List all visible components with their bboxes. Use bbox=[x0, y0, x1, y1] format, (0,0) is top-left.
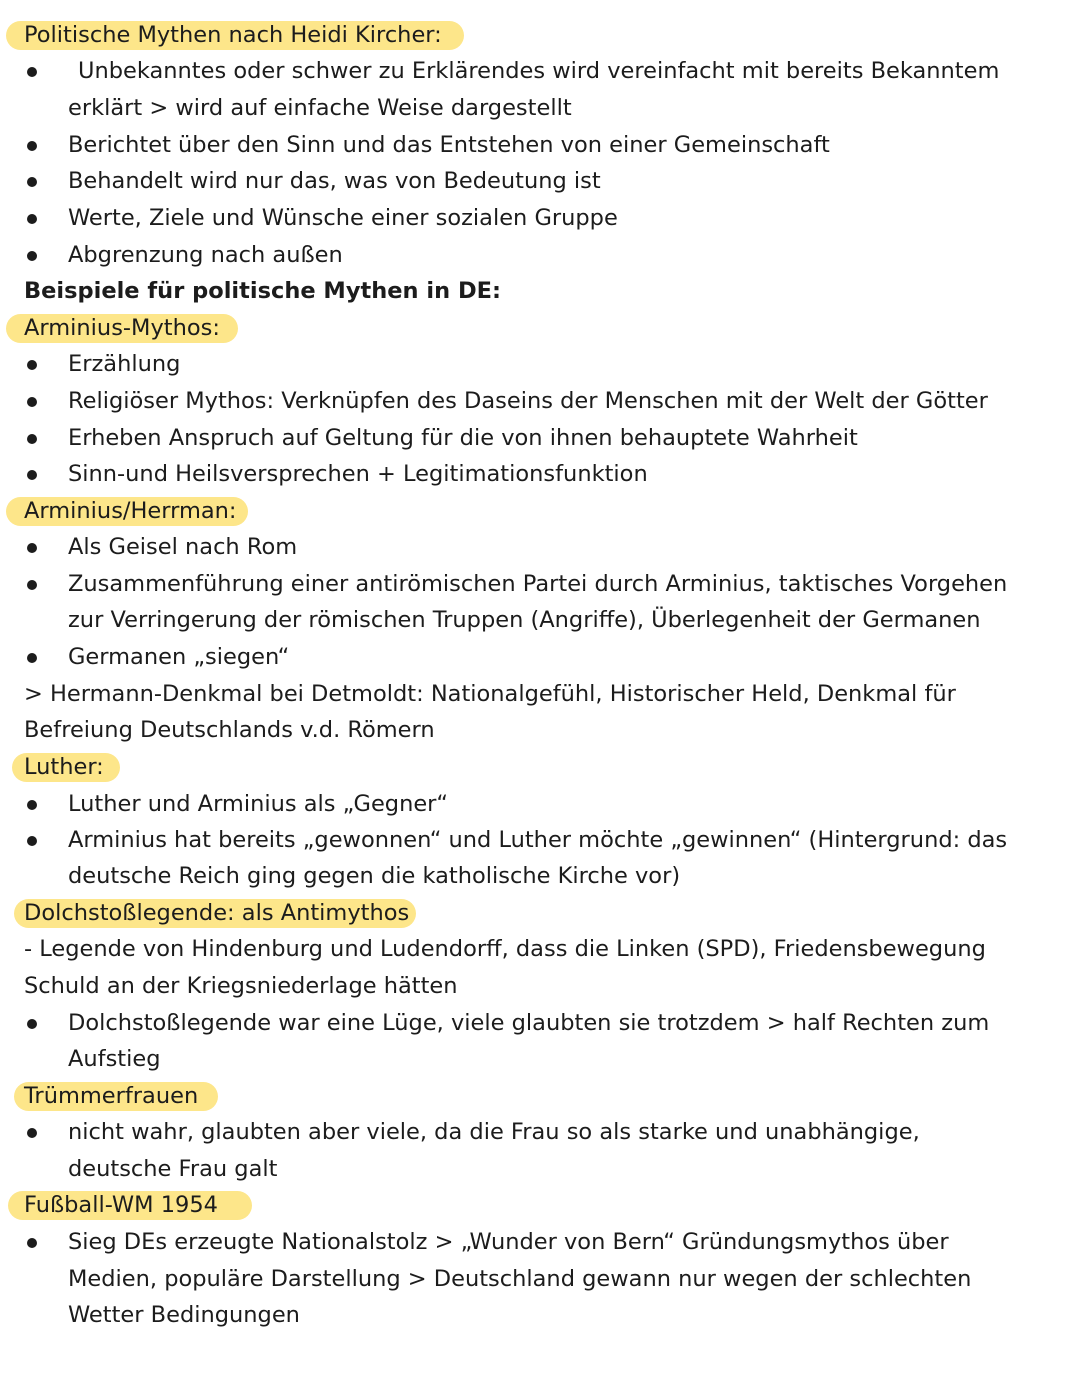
bullet-icon bbox=[27, 543, 37, 553]
bullet-icon bbox=[27, 67, 37, 77]
list-item-continuation: deutsche Reich ging gegen die katholische Kirche vor) bbox=[68, 863, 681, 889]
bullet-icon bbox=[27, 1128, 37, 1138]
list-item: Luther und Arminius als „Gegner“ bbox=[0, 786, 1080, 822]
note-line: Befreiung Deutschlands v.d. Römern bbox=[24, 717, 435, 743]
list-item: Behandelt wird nur das, was von Bedeutung ist bbox=[0, 163, 1080, 199]
heading-dolchstoss: Dolchstoßlegende: als Antimythos bbox=[0, 895, 1080, 931]
bullet-icon bbox=[27, 836, 37, 846]
note-line: - Legende von Hindenburg und Ludendorff, dass die Linken (SPD), Friedensbewegung bbox=[24, 936, 986, 962]
bullet-icon bbox=[27, 360, 37, 370]
list-item-continuation: Aufstieg bbox=[68, 1046, 161, 1072]
bullet-icon bbox=[27, 251, 37, 261]
heading-kircher: Politische Mythen nach Heidi Kircher: bbox=[0, 17, 1080, 53]
bullet-icon bbox=[27, 177, 37, 187]
list-item: Germanen „siegen“ bbox=[0, 639, 1080, 675]
bullet-icon bbox=[27, 1019, 37, 1029]
bullet-icon bbox=[27, 580, 37, 590]
list-item: Werte, Ziele und Wünsche einer sozialen Gruppe bbox=[0, 200, 1080, 236]
list-item-continuation: Medien, populäre Darstellung > Deutschland gewann nur wegen der schlechten bbox=[68, 1266, 972, 1292]
list-item: Als Geisel nach Rom bbox=[0, 529, 1080, 565]
list-item: Erzählung bbox=[0, 346, 1080, 382]
bullet-icon bbox=[27, 214, 37, 224]
bullet-icon bbox=[27, 141, 37, 151]
list-item: Berichtet über den Sinn und das Entstehen von einer Gemeinschaft bbox=[0, 127, 1080, 163]
heading-arminius-mythos: Arminius-Mythos: bbox=[0, 310, 1080, 346]
bullet-icon bbox=[27, 434, 37, 444]
bullet-icon bbox=[27, 800, 37, 810]
bullet-icon bbox=[27, 397, 37, 407]
heading-arminius-herrman: Arminius/Herrman: bbox=[0, 493, 1080, 529]
list-item-continuation: deutsche Frau galt bbox=[68, 1156, 278, 1182]
list-item: Religiöser Mythos: Verknüpfen des Daseins der Menschen mit der Welt der Götter bbox=[0, 383, 1080, 419]
list-item: nicht wahr, glaubten aber viele, da die Frau so als starke und unabhängige, bbox=[0, 1114, 1080, 1150]
list-item: Sieg DEs erzeugte Nationalstolz > „Wunder von Bern“ Gründungsmythos über bbox=[0, 1224, 1080, 1260]
list-item-continuation: erklärt > wird auf einfache Weise dargestellt bbox=[68, 95, 572, 121]
examples-title: Beispiele für politische Mythen in DE: bbox=[24, 278, 501, 304]
heading-wm1954: Fußball-WM 1954 bbox=[0, 1187, 1080, 1223]
bullet-icon bbox=[27, 1238, 37, 1248]
heading-luther: Luther: bbox=[0, 749, 1080, 785]
list-item: Dolchstoßlegende war eine Lüge, viele glaubten sie trotzdem > half Rechten zum bbox=[0, 1005, 1080, 1041]
bullet-icon bbox=[27, 470, 37, 480]
list-item: Erheben Anspruch auf Geltung für die von ihnen behauptete Wahrheit bbox=[0, 420, 1080, 456]
list-item: Sinn-und Heilsversprechen + Legitimationsfunktion bbox=[0, 456, 1080, 492]
list-item: Zusammenführung einer antirömischen Partei durch Arminius, taktisches Vorgehen bbox=[0, 566, 1080, 602]
heading-truemmerfrauen: Trümmerfrauen bbox=[0, 1078, 1080, 1114]
list-item-continuation: zur Verringerung der römischen Truppen (Angriffe), Überlegenheit der Germanen bbox=[68, 607, 981, 633]
list-item: Arminius hat bereits „gewonnen“ und Luther möchte „gewinnen“ (Hintergrund: das bbox=[0, 822, 1080, 858]
list-item: Unbekanntes oder schwer zu Erklärendes wird vereinfacht mit bereits Bekanntem bbox=[0, 53, 1080, 89]
list-item-continuation: Wetter Bedingungen bbox=[68, 1302, 300, 1328]
note-line: > Hermann-Denkmal bei Detmoldt: Nationalgefühl, Historischer Held, Denkmal für bbox=[24, 681, 956, 707]
note-line: Schuld an der Kriegsniederlage hätten bbox=[24, 973, 458, 999]
bullet-icon bbox=[27, 653, 37, 663]
list-item: Abgrenzung nach außen bbox=[0, 237, 1080, 273]
